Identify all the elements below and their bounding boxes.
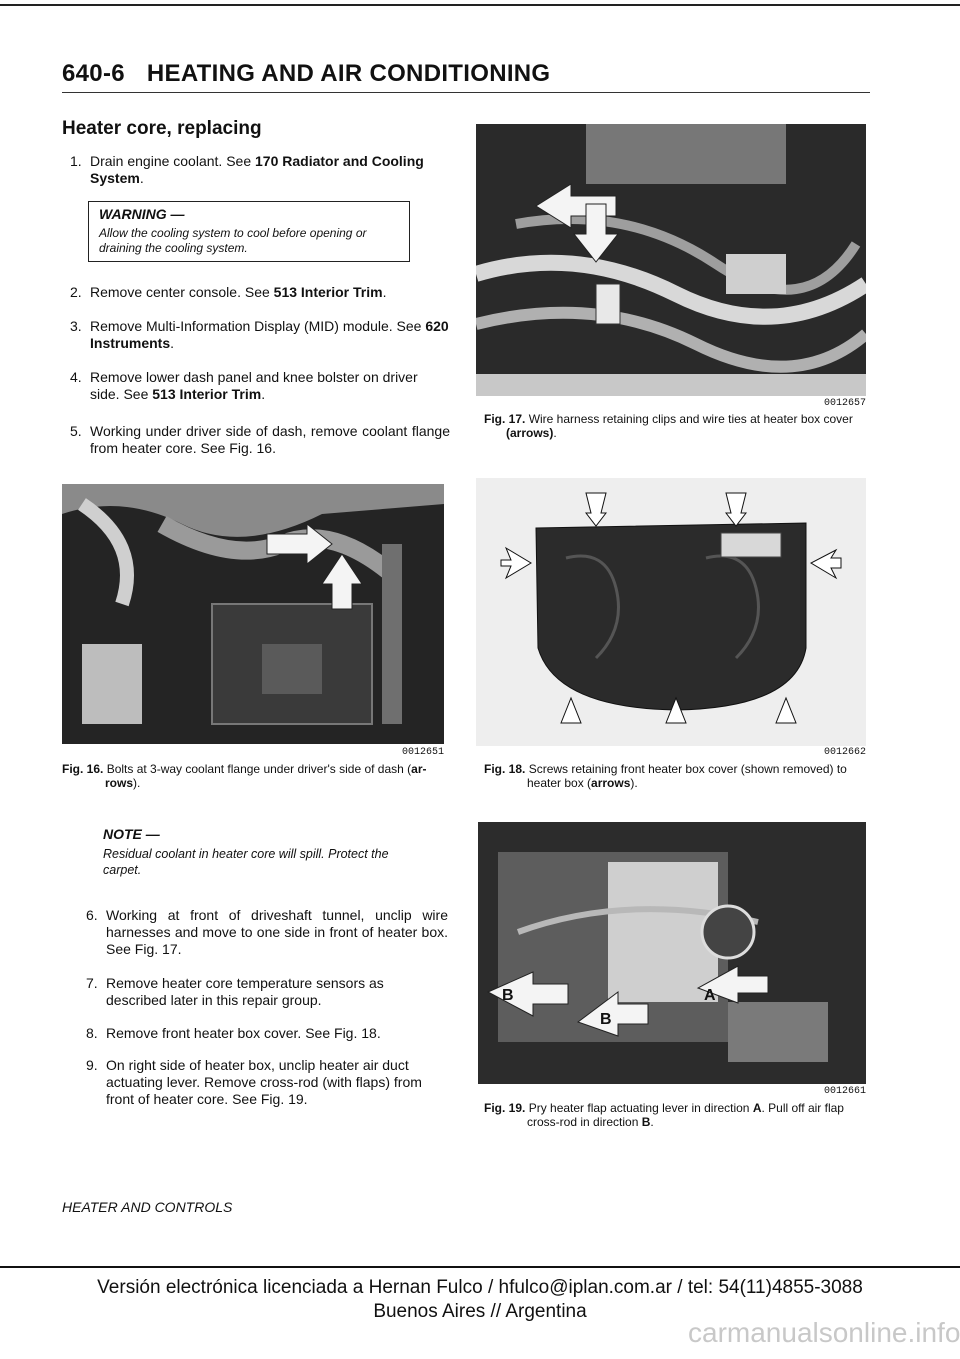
section-title: Heater core, replacing — [62, 118, 262, 139]
step-1: 1. Drain engine coolant. See 170 Radiator and Cooling System. — [70, 153, 424, 186]
license-line-1: Versión electrónica licenciada a Hernan Fulco / hfulco@iplan.com.ar / tel: 54(11)4855-3088 — [97, 1277, 863, 1298]
fig19-photo — [478, 822, 866, 1084]
page-number: 640-6 — [62, 60, 125, 87]
license-line-2: Buenos Aires // Argentina — [373, 1301, 587, 1322]
note-heading: NOTE — — [103, 826, 160, 842]
fig16-id: 0012651 — [401, 747, 444, 758]
header-rule — [62, 92, 870, 93]
fig16-photo — [62, 484, 444, 744]
fig19-caption: Fig. 19. Pry heater flap actuating lever in direction A. Pull off air flap cross-rod in direction B. — [484, 1101, 844, 1129]
fig18-photo — [476, 478, 866, 746]
fig19-label-b1: B — [502, 987, 514, 1004]
warning-body: Allow the cooling system to cool before opening or draining the cooling system. — [99, 226, 367, 255]
fig19-id: 0012661 — [823, 1086, 866, 1097]
page-header — [62, 60, 550, 88]
step-2: 2. Remove center console. See 513 Interior Trim. — [70, 284, 387, 300]
step-4: 4. Remove lower dash panel and knee bolster on driver side. See 513 Interior Trim. — [70, 369, 418, 402]
top-rule — [0, 4, 960, 6]
page-footer: HEATER AND CONTROLS — [62, 1199, 233, 1215]
note-body: Residual coolant in heater core will spill. Protect the carpet. — [103, 847, 389, 877]
step-6: 6. Working at front of driveshaft tunnel, unclip wire harnesses and move to one side in front of heater box. See Fig. 17. — [86, 907, 448, 957]
fig19-label-b2: B — [600, 1011, 612, 1028]
watermark: carmanualsonline.info — [688, 1317, 960, 1348]
warning-heading: WARNING — — [99, 206, 185, 222]
fig17-caption: Fig. 17. Wire harness retaining clips and wire ties at heater box cover (arrows). — [484, 412, 853, 440]
fig16-caption: Fig. 16. Bolts at 3-way coolant flange under driver's side of dash (ar- rows). — [62, 762, 427, 790]
step-3: 3. Remove Multi-Information Display (MID) module. See 620 Instruments. — [70, 318, 449, 351]
note-box — [103, 826, 423, 878]
fig17-photo — [476, 124, 866, 396]
fig19-label-a: A — [704, 987, 716, 1004]
fig18-caption: Fig. 18. Screws retaining front heater box cover (shown removed) to heater box (arrows). — [484, 762, 847, 790]
step-7: 7. Remove heater core temperature sensors as described later in this repair group. — [86, 975, 384, 1008]
step-5: 5. Working under driver side of dash, remove coolant flange from heater core. See Fig. 16. — [70, 423, 450, 456]
step-9: 9. On right side of heater box, unclip heater air duct actuating lever. Remove cross-rod (with flaps) from front of heater core. See Fig. 19. — [86, 1057, 422, 1107]
fig18-id: 0012662 — [823, 747, 866, 758]
chapter-title: HEATING AND AIR CONDITIONING — [146, 60, 551, 87]
warning-box — [88, 201, 410, 262]
fig17-id: 0012657 — [823, 398, 866, 409]
step-8: 8. Remove front heater box cover. See Fig. 18. — [86, 1025, 381, 1041]
